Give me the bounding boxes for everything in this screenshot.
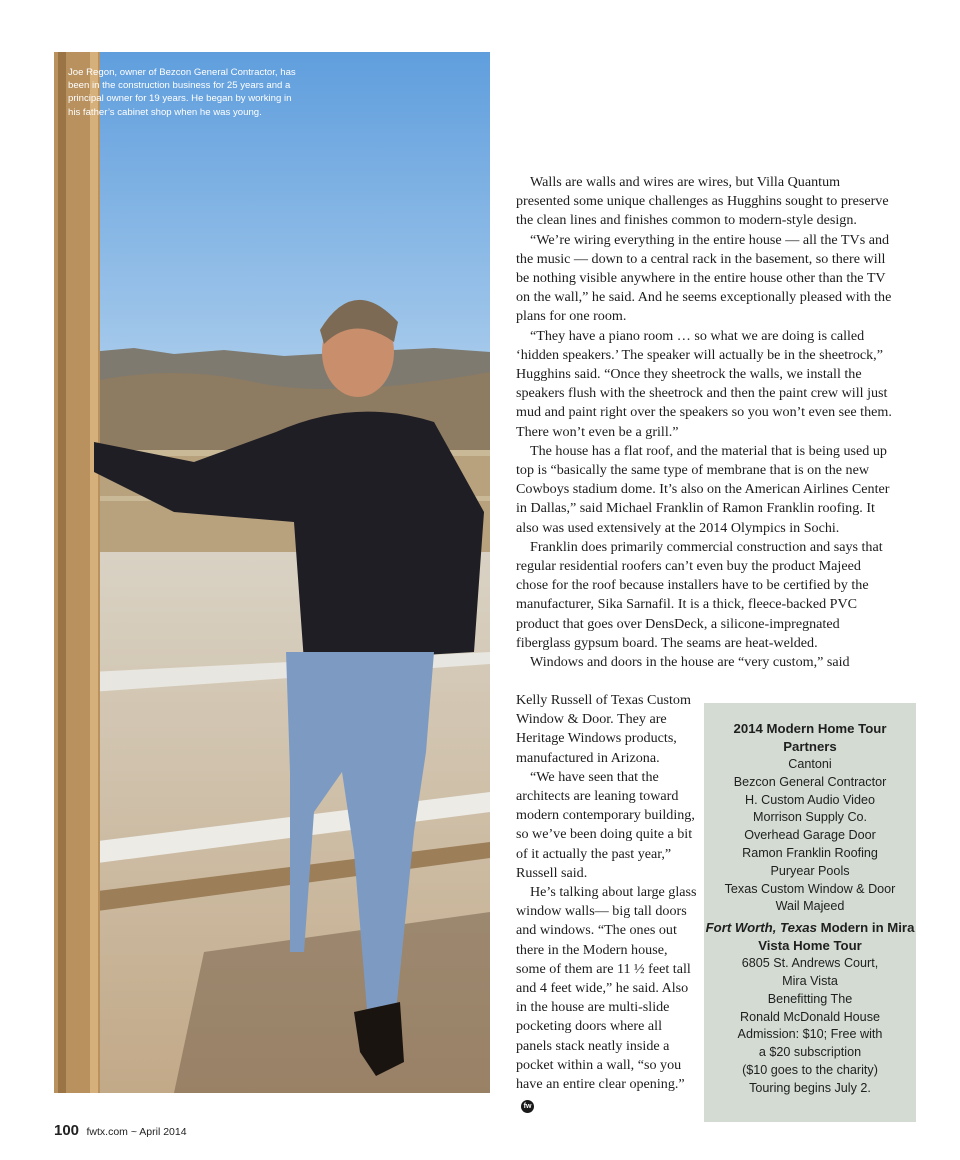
article-paragraph: “We have seen that the architects are leaning toward modern contemporary building, so we’ve been doing quite a bit of it actually the past year,” Russell said. xyxy=(516,768,695,881)
page-number: 100 xyxy=(54,1122,80,1139)
partner-item: Bezcon General Contractor xyxy=(733,774,887,789)
tour-detail: Benefitting The xyxy=(767,991,853,1006)
article-paragraph-last xyxy=(516,883,700,1113)
partner-item: Morrison Supply Co. xyxy=(752,810,868,825)
partner-item: Puryear Pools xyxy=(770,863,850,878)
article-paragraph: “We’re wiring everything in the entire house — all the TVs and the music — down to a central rack in the basement, so there will be nothing visible anywhere in the entire house other than the TV on the wall,” he said. And he seems exceptionally pleased with the plans for one room. xyxy=(516,231,892,325)
article-paragraph: Walls are walls and wires are wires, but Villa Quantum presented some unique challenges as Hugghins sought to preserve the clean lines and finishes common to modern-style design. xyxy=(516,174,889,229)
page-footer xyxy=(54,1122,187,1140)
sidebar-title: 2014 Modern Home Tour Partners xyxy=(733,721,887,754)
article-paragraph: The house has a flat roof, and the material that is being used up top is “basically the same type of membrane that is on the new Cowboys stadium dome. It’s also on the American Airlines Center in Dallas,” said Michael Franklin of Ramon Franklin roofing. It also was used extensively at the 2014 Olympics in Sochi. xyxy=(516,442,890,536)
tour-detail: Touring begins July 2. xyxy=(749,1080,871,1095)
article-paragraph-text: He’s talking about large glass window walls— big tall doors and windows. “The ones out there in the Modern house, some of them are 11 ½ feet tall and 4 feet wide,” he said. Also in the house are multi-slide pocketing doors where all panels stack neatly inside a pocket within a wall, “so you have an entire clear opening.” xyxy=(516,884,697,1093)
end-mark-icon: fw xyxy=(521,1100,534,1113)
article-body-narrow xyxy=(516,691,700,1113)
partner-item: H. Custom Audio Video xyxy=(745,792,875,807)
article-body xyxy=(516,173,892,672)
tour-detail: a $20 subscription xyxy=(758,1045,862,1060)
photo-caption: Joe Regon, owner of Bezcon General Contractor, has been in the construction business for 25 years and a principal owner for 19 years. He began by working in his father’s cabinet shop when he was young. xyxy=(68,67,296,118)
article-paragraph: Windows and doors in the house are “very custom,” said xyxy=(530,654,850,671)
tour-title-location: Fort Worth, Texas xyxy=(705,920,817,936)
tour-detail: ($10 goes to the charity) xyxy=(742,1062,878,1077)
partner-item: Wail Majeed xyxy=(775,899,845,914)
feature-photo xyxy=(54,52,490,1093)
partner-item: Ramon Franklin Roofing xyxy=(742,845,878,860)
article-paragraph: Kelly Russell of Texas Custom Window & Door. They are Heritage Windows products, manufactured in Arizona. xyxy=(516,692,691,766)
tour-detail: Ronald McDonald House xyxy=(739,1009,880,1024)
photo-illustration xyxy=(54,52,490,1093)
tour-title xyxy=(704,919,916,955)
tour-detail: 6805 St. Andrews Court, xyxy=(741,956,879,971)
tour-detail: Mira Vista xyxy=(782,973,838,988)
partner-item: Texas Custom Window & Door xyxy=(724,881,896,896)
tour-detail: Admission: $10; Free with xyxy=(737,1027,883,1042)
tour-partners-sidebar xyxy=(704,703,916,1122)
partner-item: Overhead Garage Door xyxy=(744,828,876,843)
article-paragraph: “They have a piano room … so what we are doing is called ‘hidden speakers.’ The speaker will actually be in the sheetrock,” Hugghins said. “Once they sheetrock the walls, we install the speakers flush with the sheetrock and then the paint crew will just mud and paint right over the speakers so you won’t even see them. There won’t even be a grill.” xyxy=(516,327,892,440)
tour-title-rest: Modern in Mira Vista Home Tour xyxy=(758,920,915,954)
publication-line: fwtx.com ~ April 2014 xyxy=(86,1126,187,1138)
article-paragraph: Franklin does primarily commercial construction and says that regular residential roofers can’t even buy the product Majeed chose for the roof because installers have to be certified by the manufacturer, Sika Sarnafil. It is a thick, fleece-backed PVC product that goes over DensDeck, a silicone-impregnated fiberglass gypsum board. The seams are heat-welded. xyxy=(516,538,883,651)
partner-item: Cantoni xyxy=(788,757,832,771)
